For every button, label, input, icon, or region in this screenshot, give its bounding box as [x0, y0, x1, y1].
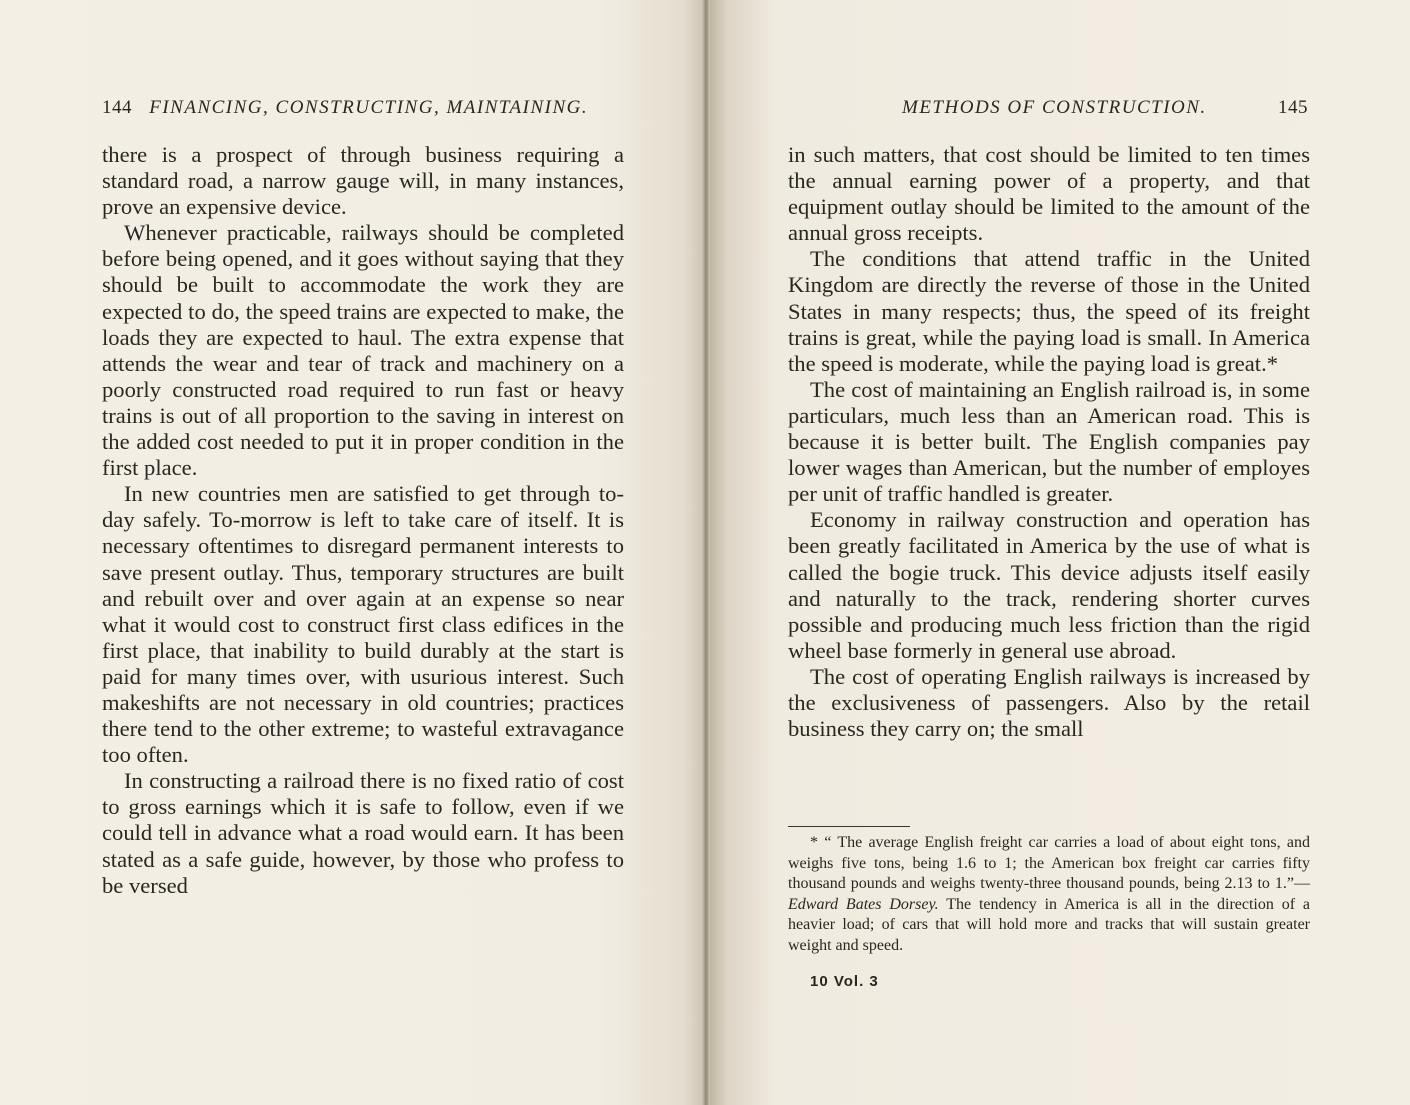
right-page-number: 145	[1278, 97, 1308, 118]
left-running-head	[102, 97, 622, 127]
right-body-text	[788, 142, 1310, 742]
paragraph: Economy in railway construction and operation has been greatly facilitated in America by the use of what is called the bogie truck. This device adjusts itself easily and naturally to the track, rendering shorter curves possible and producing much less friction than the rigid wheel base formerly in general use abroad.	[788, 507, 1310, 663]
paragraph: In new countries men are satisfied to get through to-day safely. To-morrow is left to take care of itself. It is necessary oftentimes to disregard permanent interests to save present outlay. Thus, temporary structures are built and rebuilt over and over again at an expense so near what it would cost to construct first class edifices in the first place, that inability to build durably at the start is paid for many times over, with usurious interest. Such makeshifts are not necessary in old countries; practices there tend to the other extreme; to wasteful extravagance too often.	[102, 481, 624, 768]
book-gutter	[702, 0, 710, 1105]
right-running-head	[902, 97, 1310, 127]
paragraph: The conditions that attend traffic in the United Kingdom are directly the reverse of those in the United States in many respects; thus, the speed of its freight trains is great, while the paying load is small. In America the speed is moderate, while the paying load is great.*	[788, 246, 1310, 376]
paragraph: The cost of maintaining an English railroad is, in some particulars, much less than an American road. This is because it is better built. The English companies pay lower wages than American, but the number of employes per unit of traffic handled is greater.	[788, 376, 1310, 507]
right-running-title: METHODS OF CONSTRUCTION.	[902, 97, 1207, 118]
left-body-text	[102, 142, 624, 899]
footnote-paragraph	[788, 833, 1310, 956]
footnote-text-continued: The tendency in America is all in the direction of a heavier load; of cars that will hold more and tracks that will sustain greater weight and speed.	[788, 895, 1311, 954]
printer-signature: 10 Vol. 3	[810, 973, 879, 990]
footnote-divider	[788, 826, 910, 827]
paragraph: in such matters, that cost should be limited to ten times the annual earning power of a property, and that equipment outlay should be limited to the amount of the annual gross receipts.	[788, 142, 1310, 246]
paragraph: Whenever practicable, railways should be completed before being opened, and it goes without saying that they should be built to accommodate the work they are expected to do, the speed trains are expected to make, the loads they are expected to haul. The extra expense that attends the wear and tear of track and machinery on a poorly constructed road required to run fast or heavy trains is out of all proportion to the saving in interest on the added cost needed to put it in proper condition in the first place.	[102, 220, 624, 481]
footnote-text: * “ The average English freight car carries a load of about eight tons, and weighs five tons, being 1.6 to 1; the American box freight car carries fifty thousand pounds and weighs twenty-three thousand pounds, being 2.13 to 1.”—	[788, 834, 1310, 892]
right-page	[706, 0, 1410, 1105]
left-page-number: 144	[102, 97, 132, 118]
footnote-author: Edward Bates Dorsey.	[788, 895, 939, 913]
footnote	[788, 833, 1310, 956]
left-running-title: FINANCING, CONSTRUCTING, MAINTAINING.	[149, 97, 589, 118]
paragraph: The cost of operating English railways is increased by the exclusiveness of passengers. Also by the retail business they carry on; the small	[788, 663, 1310, 742]
paragraph: there is a prospect of through business requiring a standard road, a narrow gauge will, in many instances, prove an expensive device.	[102, 142, 624, 220]
paragraph: In constructing a railroad there is no fixed ratio of cost to gross earnings which it is safe to follow, even if we could tell in advance what a road would earn. It has been stated as a safe guide, however, by those who profess to be versed	[102, 768, 624, 898]
